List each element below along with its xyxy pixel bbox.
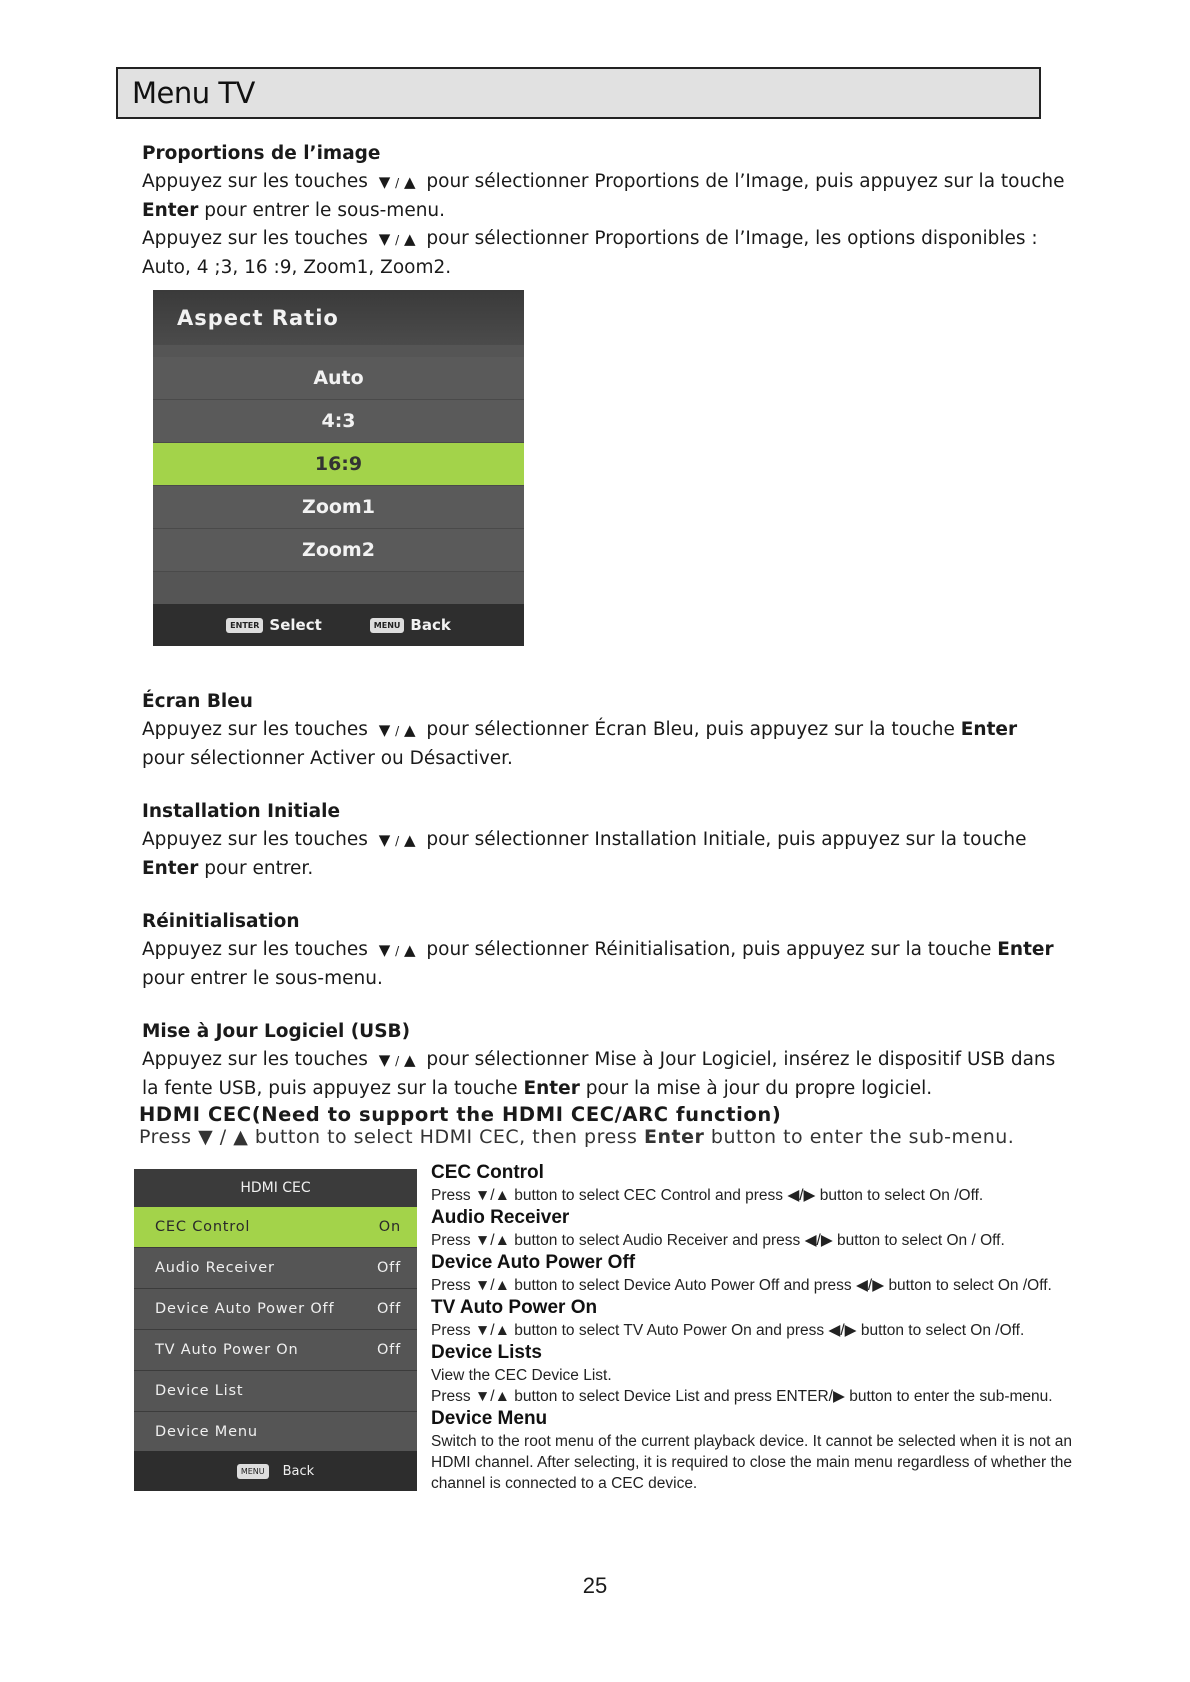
page-title: Menu TV [132, 76, 255, 110]
menu-header [153, 290, 524, 345]
menu-footer [153, 604, 524, 646]
aspect-ratio-menu [153, 290, 524, 646]
arrow-down-up-icon: ▼ / ▲ [378, 1051, 416, 1069]
menu-footer [134, 1451, 417, 1491]
desc-text: View the CEC Device List. [431, 1367, 612, 1384]
text: Appuyez sur les touches [142, 939, 368, 960]
row-value: Off [376, 1342, 401, 1358]
desc-text: Switch to the root menu of the current playback device. It cannot be selected when it is not an HDMI channel. After selecting, it is required to close the main menu regardless of whether the channel is connected to a CEC device. [431, 1433, 1073, 1492]
hdmi-cec-descriptions [431, 1161, 1121, 1494]
row-label: TV Auto Power On [155, 1342, 299, 1358]
text: pour sélectionner Écran Bleu, puis appuyez sur la touche [426, 719, 961, 740]
hdmi-cec-heading: HDMI CEC(Need to support the HDMI CEC/ARC function) [139, 1103, 782, 1126]
desc-heading: CEC Control [431, 1162, 544, 1183]
paragraph [142, 197, 1082, 225]
menu-item-zoom2[interactable]: Zoom2 [153, 529, 524, 572]
section-reset [142, 908, 1082, 993]
menu-row-audio-receiver[interactable] [134, 1248, 417, 1289]
hdmi-cec-menu [134, 1169, 417, 1491]
menu-row-device-menu[interactable] [134, 1412, 417, 1453]
row-label: Device Auto Power Off [155, 1301, 335, 1317]
desc-heading: Device Menu [431, 1408, 548, 1429]
row-value: On [378, 1219, 401, 1235]
menu-row-device-list[interactable] [134, 1371, 417, 1412]
hdmi-cec-instruction [139, 1126, 1014, 1148]
arrow-down-up-icon: ▼ / ▲ [378, 831, 416, 849]
text: Appuyez sur les touches [142, 228, 368, 249]
back-label: Back [410, 616, 451, 634]
back-label: Back [282, 1463, 315, 1479]
section-initial-setup [142, 798, 1082, 883]
paragraph [142, 1046, 1082, 1075]
row-label: Device Menu [155, 1424, 258, 1440]
page-number: 25 [582, 1573, 608, 1598]
text: pour sélectionner Installation Initiale, puis appuyez sur la touche [426, 829, 1027, 850]
text: pour sélectionner Proportions de l’Image, les options disponibles : [426, 228, 1038, 249]
menu-item-16-9[interactable]: 16:9 [153, 443, 524, 486]
key-label: Enter [997, 939, 1054, 960]
desc-text: Press ▼/▲ button to select Device List and press ENTER/▶ button to enter the sub-menu. [431, 1388, 1053, 1405]
paragraph [142, 826, 1082, 855]
menu-row-cec-control[interactable] [134, 1207, 417, 1248]
section-heading: Réinitialisation [142, 911, 300, 932]
page-title-box [116, 67, 1041, 119]
row-label: Device List [155, 1383, 244, 1399]
key-label: Enter [142, 858, 199, 879]
text: button to select HDMI CEC, then press [254, 1126, 644, 1148]
text: pour la mise à jour du propre logiciel. [579, 1078, 933, 1099]
menu-title: HDMI CEC [134, 1169, 417, 1207]
paragraph [142, 1075, 1082, 1103]
text: button to enter the sub-menu. [704, 1126, 1015, 1148]
desc-text: Press ▼/▲ button to select Audio Receiver and press ◀/▶ button to select On / Off. [431, 1232, 1005, 1249]
paragraph: Auto, 4 ;3, 16 :9, Zoom1, Zoom2. [142, 257, 452, 278]
menu-key-icon: MENU [237, 1464, 269, 1479]
menu-item-auto[interactable]: Auto [153, 357, 524, 400]
arrow-down-up-icon: ▼ / ▲ [378, 173, 416, 191]
desc-heading: Device Auto Power Off [431, 1252, 636, 1273]
section-heading: Installation Initiale [142, 801, 341, 822]
menu-item-4-3[interactable]: 4:3 [153, 400, 524, 443]
key-label: Enter [644, 1126, 705, 1148]
text: pour sélectionner Proportions de l’Image, puis appuyez sur la touche [426, 171, 1065, 192]
text: Appuyez sur les touches [142, 171, 368, 192]
section-heading: Mise à Jour Logiciel (USB) [142, 1021, 411, 1042]
text: pour sélectionner Mise à Jour Logiciel, insérez le dispositif USB dans [426, 1049, 1056, 1070]
desc-heading: Device Lists [431, 1342, 542, 1363]
arrow-down-up-icon: ▼ / ▲ [378, 941, 416, 959]
arrow-down-up-icon: ▼ / ▲ [378, 721, 416, 739]
paragraph [142, 225, 1082, 254]
key-label: Enter [523, 1078, 580, 1099]
desc-heading: Audio Receiver [431, 1207, 570, 1228]
text: pour entrer le sous-menu. [198, 200, 446, 221]
section-heading: Écran Bleu [142, 691, 253, 712]
paragraph: pour sélectionner Activer ou Désactiver. [142, 748, 513, 769]
select-label: Select [269, 616, 322, 634]
row-value: Off [376, 1260, 401, 1276]
key-label: Enter [142, 200, 199, 221]
menu-list [153, 345, 524, 572]
row-label: CEC Control [155, 1219, 251, 1235]
menu-row-tv-auto-power-on[interactable] [134, 1330, 417, 1371]
select-hint [226, 616, 322, 634]
text: la fente USB, puis appuyez sur la touche [142, 1078, 524, 1099]
text: Appuyez sur les touches [142, 829, 368, 850]
text: pour entrer. [198, 858, 314, 879]
desc-heading: TV Auto Power On [431, 1297, 598, 1318]
menu-key-icon: MENU [370, 618, 405, 633]
paragraph [142, 716, 1082, 745]
enter-key-icon: ENTER [226, 618, 263, 633]
desc-text: Press ▼/▲ button to select Device Auto Power Off and press ◀/▶ button to select On /Off. [431, 1277, 1052, 1294]
menu-row-device-auto-power-off[interactable] [134, 1289, 417, 1330]
paragraph [142, 855, 1082, 883]
section-software-update [142, 1018, 1082, 1103]
menu-title: Aspect Ratio [177, 305, 339, 330]
section-aspect [142, 140, 1082, 282]
back-hint [370, 616, 451, 634]
text: Press [139, 1126, 192, 1148]
row-value: Off [376, 1301, 401, 1317]
menu-item-zoom1[interactable]: Zoom1 [153, 486, 524, 529]
text: Appuyez sur les touches [142, 719, 368, 740]
paragraph: pour entrer le sous-menu. [142, 968, 383, 989]
text: Appuyez sur les touches [142, 1049, 368, 1070]
arrow-down-up-icon: ▼ / ▲ [198, 1126, 249, 1148]
section-heading: Proportions de l’image [142, 143, 381, 164]
key-label: Enter [960, 719, 1018, 740]
paragraph [142, 168, 1082, 197]
paragraph [142, 936, 1082, 965]
row-label: Audio Receiver [155, 1260, 275, 1276]
desc-text: Press ▼/▲ button to select CEC Control and press ◀/▶ button to select On /Off. [431, 1187, 984, 1204]
text: pour sélectionner Réinitialisation, puis appuyez sur la touche [426, 939, 998, 960]
desc-text: Press ▼/▲ button to select TV Auto Power On and press ◀/▶ button to select On /Off. [431, 1322, 1025, 1339]
section-blue-screen [142, 688, 1082, 773]
arrow-down-up-icon: ▼ / ▲ [378, 230, 416, 248]
